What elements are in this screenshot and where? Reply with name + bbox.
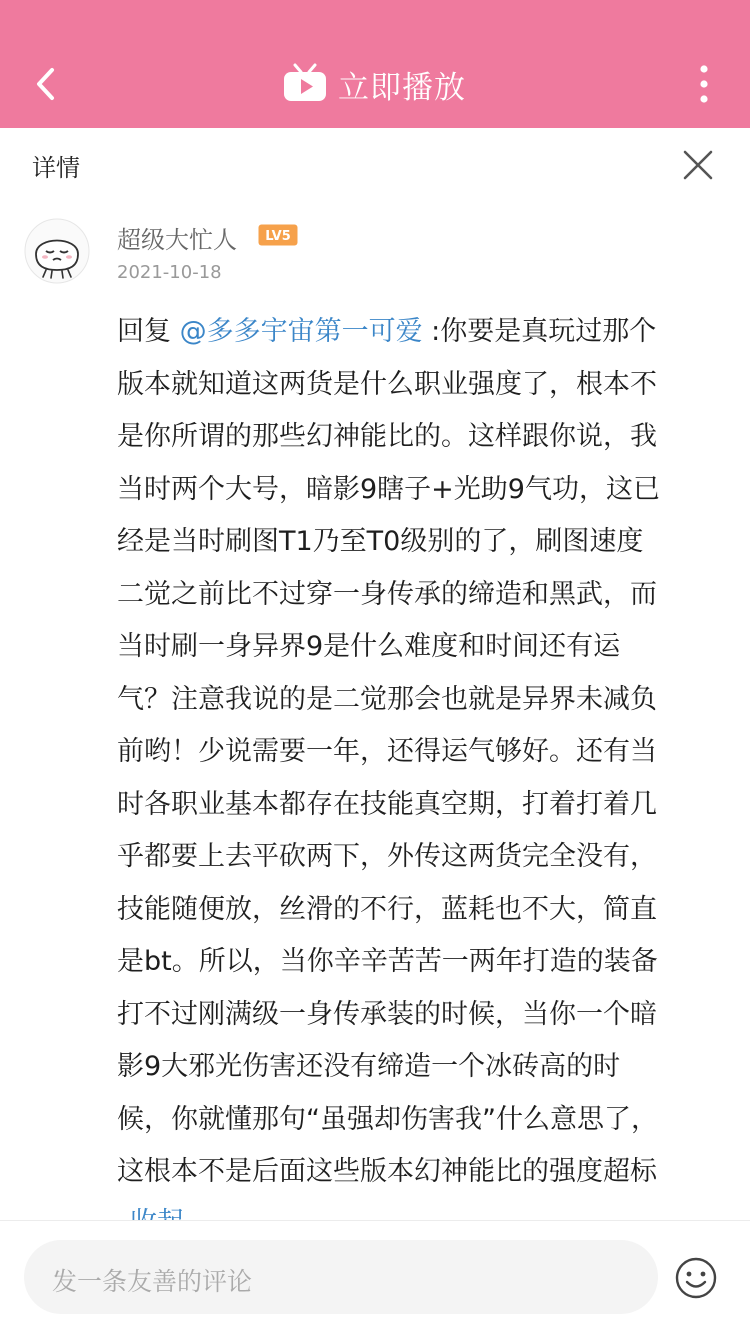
comment-line: 这根本不是后面这些版本幻神能比的强度超标 [117, 1156, 657, 1187]
comment-line: 打不过刚满级一身传承装的时候，当你一个暗 [117, 998, 657, 1030]
top-bar [0, 0, 750, 128]
comment-date: 2021-10-18 [117, 262, 222, 283]
detail-header [0, 128, 750, 200]
avatar[interactable] [24, 218, 90, 284]
comment-line: 是你所谓的那些幻神能比的。这样跟你说，我 [117, 421, 657, 452]
chevron-left-icon [32, 64, 60, 104]
back-button[interactable] [22, 58, 70, 110]
close-button[interactable] [676, 143, 720, 187]
comment-line: 影9大邪光伤害还没有缔造一个冰砖高的时 [117, 1051, 621, 1082]
comment-input-placeholder: 发一条友善的评论 [52, 1267, 253, 1296]
comment-line: 经是当时刷图T1乃至T0级别的了，刷图速度 [117, 526, 644, 557]
emoji-button[interactable] [674, 1256, 718, 1300]
reply-prefix: 回复 [117, 316, 180, 347]
tv-play-icon [282, 63, 328, 105]
detail-title: 详情 [32, 154, 80, 182]
comment-line: 候，你就懂那句“虽强却伤害我”什么意思了， [117, 1103, 658, 1135]
comment-line: 版本就知道这两货是什么职业强度了，根本不 [117, 368, 657, 400]
page-title: 立即播放 [338, 69, 466, 106]
level-badge-text: LV5 [265, 229, 291, 244]
comment-line: 技能随便放，丝滑的不行，蓝耗也不大，简直 [117, 893, 657, 925]
more-options-button[interactable] [680, 58, 728, 110]
comment-text [117, 306, 727, 1199]
comment-line: 前哟！少说需要一年，还得运气够好。还有当 [117, 736, 657, 767]
comment-input[interactable] [24, 1240, 658, 1314]
mention-link[interactable]: @多多宇宙第一可爱 [179, 316, 423, 347]
comment-line [117, 306, 727, 359]
comment-line: 当时两个大号，暗影9瞎子+光助9气功，这已 [117, 473, 660, 505]
username[interactable]: 超级大忙人 [117, 226, 237, 254]
comment-line: 时各职业基本都存在技能真空期，打着打着几 [117, 788, 657, 820]
smiley-icon [674, 1256, 718, 1300]
level-badge-icon [258, 224, 298, 246]
comment-first-line: :你要是真玩过那个 [422, 316, 657, 347]
play-now-button[interactable] [282, 58, 466, 110]
comment-line: 乎都要上去平砍两下，外传这两货完全没有， [117, 841, 657, 872]
comment-line: 气？注意我说的是二觉那会也就是异界未减负 [117, 683, 657, 715]
close-icon [682, 149, 714, 181]
avatar-cartoon-icon [24, 218, 90, 284]
more-vertical-icon [699, 64, 709, 104]
comment-line: 二觉之前比不过穿一身传承的缔造和黑武，而 [117, 578, 657, 610]
comment-line: 是bt。所以，当你辛辛苦苦一两年打造的装备 [117, 946, 658, 977]
comment-line: 当时刷一身异界9是什么难度和时间还有运 [117, 631, 621, 662]
